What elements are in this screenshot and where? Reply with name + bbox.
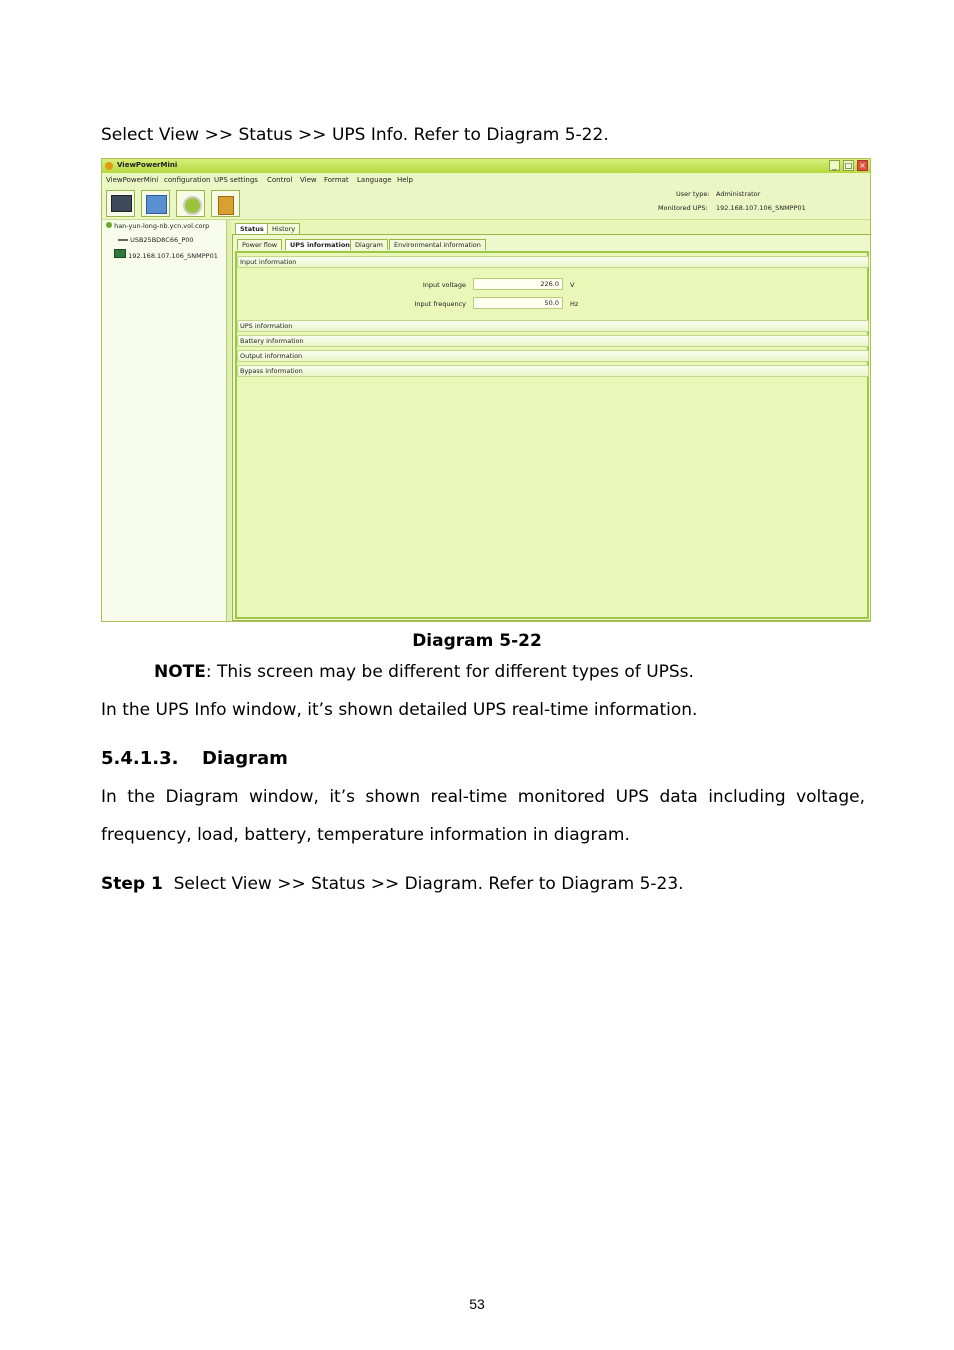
menu-ups-settings[interactable]: UPS settings xyxy=(214,176,258,184)
database-icon xyxy=(218,196,234,215)
menu-control[interactable]: Control xyxy=(267,176,293,184)
tab-ups-information[interactable]: UPS information xyxy=(285,239,355,250)
input-voltage-field: 226.0 xyxy=(473,278,563,290)
tree-child-usb[interactable]: USB25BD8C66_P00 xyxy=(118,236,194,244)
menu-view[interactable]: View xyxy=(300,176,317,184)
section-bypass-information[interactable]: Bypass information xyxy=(237,365,869,377)
input-voltage-unit: V xyxy=(570,281,575,289)
section-heading-title: Diagram xyxy=(202,748,288,769)
intro-line: Select View >> Status >> UPS Info. Refer to Diagram 5-22. xyxy=(101,125,609,145)
section-input-information[interactable]: Input information xyxy=(237,256,869,268)
paragraph-diagram-line2: frequency, load, battery, temperature information in diagram. xyxy=(101,825,630,845)
minimize-button[interactable]: _ xyxy=(829,160,840,171)
menu-configuration[interactable]: configuration xyxy=(164,176,211,184)
tab-status[interactable]: Status xyxy=(235,223,269,234)
tab-diagram[interactable]: Diagram xyxy=(350,239,388,250)
tree-child-snmp[interactable]: 192.168.107.106_SNMPP01 xyxy=(114,249,218,260)
page-number: 53 xyxy=(469,1296,485,1312)
menu-viewpowermini[interactable]: ViewPowerMini xyxy=(106,176,159,184)
note-line xyxy=(154,661,694,683)
input-frequency-label: Input frequency xyxy=(414,300,466,308)
data-log-button[interactable] xyxy=(211,190,240,217)
viewpowermini-screenshot xyxy=(101,158,871,622)
status-area xyxy=(232,220,871,622)
panel-splitter[interactable] xyxy=(227,220,231,622)
monitored-ups-label: Monitored UPS: xyxy=(658,204,708,212)
monitored-ups-value: 192.168.107.106_SNMPP01 xyxy=(716,204,806,212)
menu-help[interactable]: Help xyxy=(397,176,413,184)
step-text: Select View >> Status >> Diagram. Refer to Diagram 5-23. xyxy=(173,874,684,894)
settings-button[interactable] xyxy=(141,190,170,217)
section-heading-number: 5.4.1.3. xyxy=(101,748,179,769)
title-bar xyxy=(102,159,870,173)
section-output-information[interactable]: Output information xyxy=(237,350,869,362)
settings-icon xyxy=(146,195,167,214)
step-label: Step 1 xyxy=(101,874,163,894)
note-label: NOTE xyxy=(154,662,206,682)
monitor-button[interactable] xyxy=(106,190,135,217)
input-frequency-field: 50.0 xyxy=(473,297,563,309)
step-line xyxy=(101,873,684,895)
input-frequency-unit: Hz xyxy=(570,300,579,308)
diagram-caption: Diagram 5-22 xyxy=(412,631,542,651)
paragraph-diagram-line1: In the Diagram window, it’s shown real-time monitored UPS data including voltage, xyxy=(101,787,865,807)
input-voltage-label: Input voltage xyxy=(422,281,466,289)
section-ups-information[interactable]: UPS information xyxy=(237,320,869,332)
menu-bar xyxy=(102,173,870,189)
paragraph-ups-info: In the UPS Info window, it’s shown detailed UPS real-time information. xyxy=(101,700,698,720)
tab-power-flow[interactable]: Power flow xyxy=(237,239,282,250)
tab-environmental-information[interactable]: Environmental information xyxy=(389,239,486,250)
user-type-value: Administrator xyxy=(716,190,761,198)
tab-history[interactable]: History xyxy=(267,223,300,234)
menu-language[interactable]: Language xyxy=(357,176,392,184)
app-logo-icon xyxy=(105,162,113,170)
monitor-icon xyxy=(111,195,132,212)
usb-icon xyxy=(118,239,128,241)
note-text: : This screen may be different for different types of UPSs. xyxy=(205,662,694,682)
device-tree-panel xyxy=(102,220,227,622)
tree-root[interactable]: han-yun-long-nb.ycn.vol.corp xyxy=(106,222,209,230)
network-card-icon xyxy=(114,249,126,258)
control-button[interactable] xyxy=(176,190,205,217)
section-battery-information[interactable]: Battery information xyxy=(237,335,869,347)
menu-format[interactable]: Format xyxy=(324,176,349,184)
user-type-label: User type: xyxy=(676,190,710,198)
toolbar xyxy=(102,188,870,220)
computer-icon xyxy=(106,222,112,228)
maximize-button[interactable]: □ xyxy=(844,161,853,170)
gear-icon xyxy=(183,196,202,215)
close-button[interactable]: × xyxy=(857,160,868,171)
window-title: ViewPowerMini xyxy=(117,161,178,169)
